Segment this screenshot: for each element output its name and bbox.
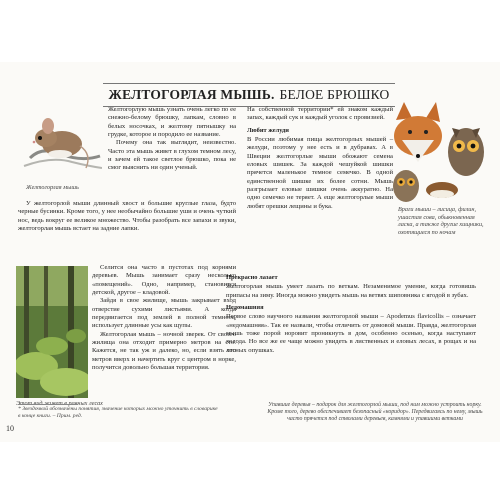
page-title [103,83,395,107]
paragraph: Желтогорлую мышь узнать очень легко по ее снежно-белому брюшку, лапкам, словно в белых носочках, и желтому пятнышку на грудке, которое и породило ее название. [108,106,236,139]
bottom-caption: Упавшие деревья – подарок для желтогорлой мыши, под ним можно устроить норку. Кроме того, дерево обеспечивает безопасный «коридор». Передвигаясь по нему, мышь часто прячется под стволами деревьев, камнями и упавшими ветками [267,402,483,422]
paragraph: Желтогорлая мышь умеет лазать по веткам. Незаменимое умение, когда готовишь припасы на зиму. Иногда можно увидеть мышь на ветвях шиповника с ягодой в зубах. [226,283,476,299]
mouse-illustration [22,96,102,178]
habitat-text [92,264,236,372]
section-heading: Прекрасно лазает [226,274,278,281]
paragraph: Первое слово научного названия желтогорлой мыши – Apodemus flavicollis – означает «недомашняя». Так ее назвали, чтобы отличить от домовой мыши. Правда, желтогорлая мышь тоже порой норовит проникнуть в дом, особенно осенью, когда наступают холода. Но все же ее чаще можно увидеть в лиственных и еловых лесах, в рощах и на лесных опушках. [226,313,476,354]
section-heading: Недомашняя [226,304,264,312]
paragraph: У желтогорлой мыши длинный хвост и большие круглые глаза, будто черные бусинки. Кроме того, у нее необычайно большие уши и очень чуткий нос, ведь вокруг ее великое множество. Чтобы разобрать все запахи и звуки, желтогорлая мышь встает на задние лапки. [18,200,236,233]
section-heading: Любит желуди [247,126,289,134]
title-main: ЖЕЛТОГОРЛАЯ МЫШЬ. [108,87,275,102]
title-sub: БЕЛОЕ БРЮШКО [279,87,390,102]
paragraph: Желтогорлая мышь – ночной зверек. От своего жилища она отходит примерно метров на сто. Кажется, не так уж и далеко, но, если взять сто метров вверх и начертить круг с центром в норке, получится довольно большая территория. [92,330,236,372]
paragraph: Почему она так выглядит, неизвестно. Часто эта мышь живет в глухом темном лесу, и зачем ей такое светлое брюшко, пока не смог выяснить ни один ученый. [108,139,236,172]
paragraph: На собственной территории* ей знаком каждый запах, каждый сук и каждый уголок с провизией. [247,106,393,122]
forest-photo [16,266,88,398]
predators-caption: Враги мыши – лисица, филин, ушастая сова, обыкновенная ласка, а также другие хищники, охотящиеся по ночам [398,206,484,236]
intro-text [108,106,236,173]
mouse-caption: Желтогорлая мышь [26,184,79,191]
page-number: 10 [6,424,14,433]
paragraph: В России любимая пища желтогорлых мышей – желуди, поэтому у нее есть и в дубравах. А в Швеции желтогорлые мыши обожают семена еловых шишек. За каждой чешуйкой шишки прячется маленькое темное семечко. В одной единственной шишке их более сотни. Мышь разгрызает еловые шишки очень аккуратно. На одно семечко не теряет. А еще желтогорлые мыши любят орешки лещины и бука. [247,136,393,210]
footnote: * Звездочкой обозначены понятия, значение которых можно уточнить в словарике в конце книги. – Прим. ред. [18,406,218,419]
appearance-text [18,200,236,233]
paragraph: Селится она часто в пустотах под корнями деревьев. Мышь занимает сразу несколько «помещений». Одно, например, становится детской, другое – кладовой. [92,264,236,297]
footnote-divider [18,404,78,405]
behavior-text [226,270,476,355]
predators-illustration [386,100,488,206]
territory-text [247,106,393,211]
forest-caption: Этот вид живет в равных лесах [16,400,103,407]
paragraph: Зайдя в свое жилище, мышь закрывает вход отверстие сухими листьями. А когда передвигается под землей в полной темноте, использует длинные усы как щупы. [92,297,236,330]
